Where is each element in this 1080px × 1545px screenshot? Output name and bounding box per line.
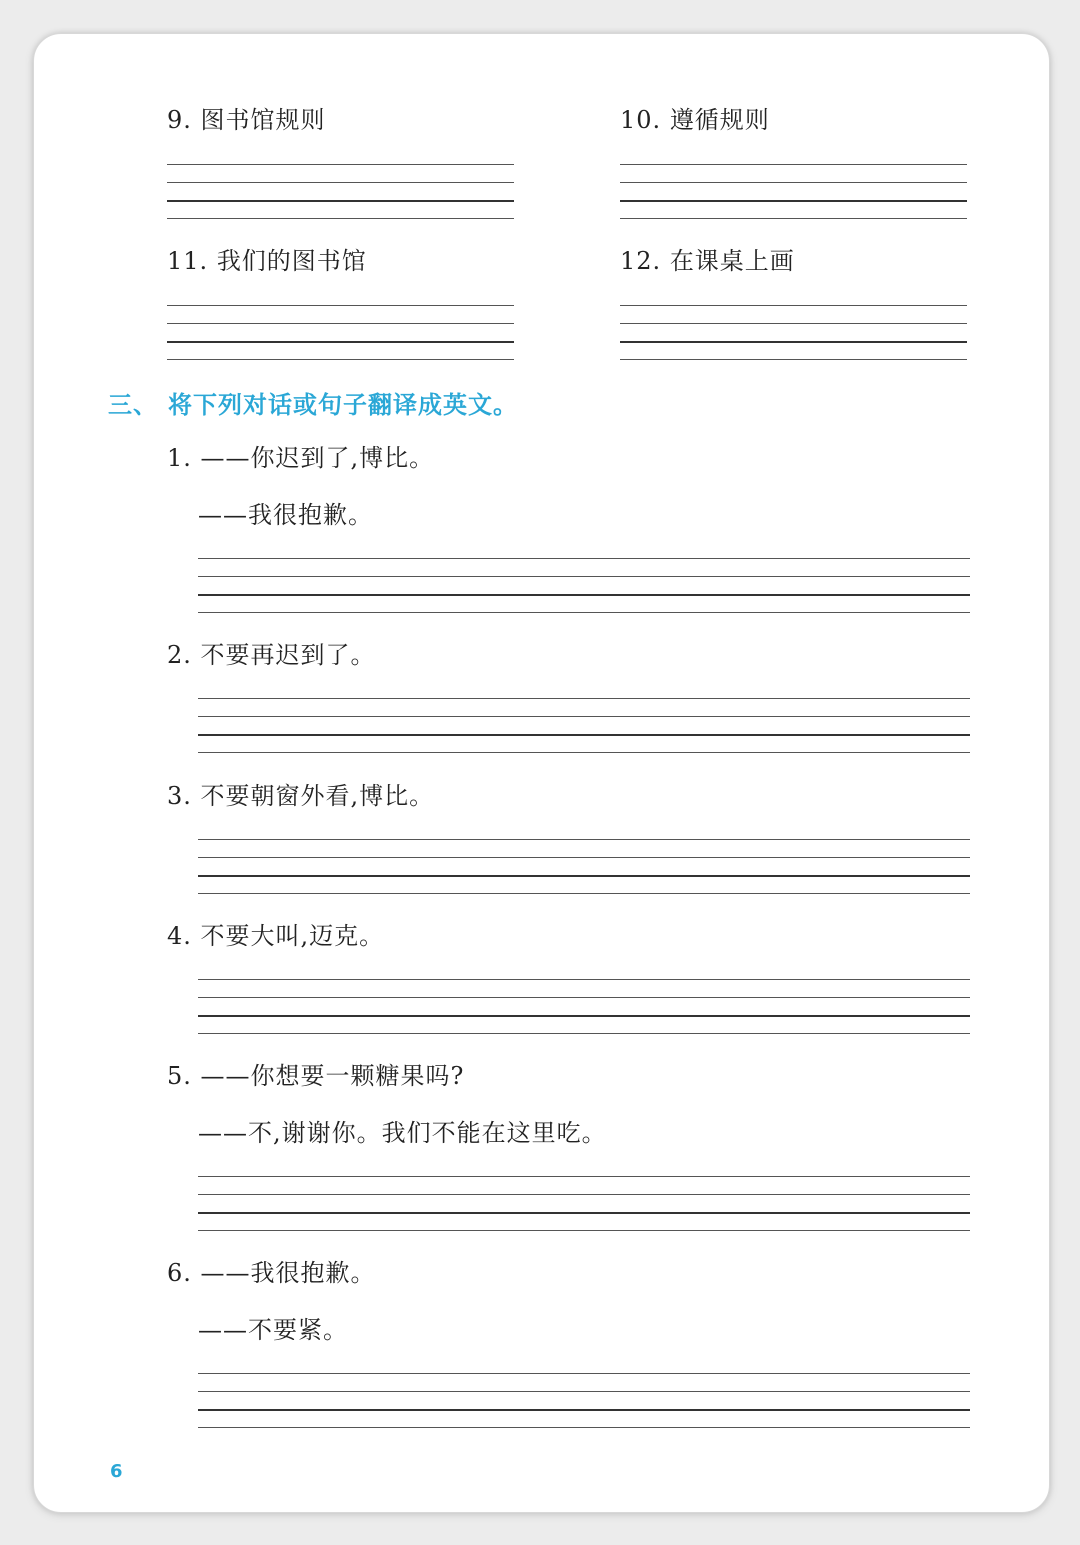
question-1-reply [198,501,373,529]
question-number: 2. [167,641,192,669]
answer-lines[interactable] [167,305,514,361]
phrase-item-11 [167,247,367,275]
question-line: 不要再迟到了。 [200,641,376,669]
answer-lines[interactable] [198,558,970,614]
question-1 [167,444,434,472]
phrase-number: 12. [620,247,662,275]
question-number: 4. [167,922,192,950]
phrase-item-10 [620,106,770,134]
answer-lines[interactable] [620,164,967,220]
question-3 [167,782,434,810]
question-5 [167,1062,464,1090]
section-number: 三、 [108,391,158,419]
question-number: 3. [167,782,192,810]
phrase-item-12 [620,247,795,275]
question-6 [167,1259,376,1287]
phrase-number: 11. [167,247,209,275]
section-title-text: 将下列对话或句子翻译成英文。 [168,391,518,419]
question-line: ——不,谢谢你。我们不能在这里吃。 [198,1119,607,1147]
phrase-text: 我们的图书馆 [216,247,367,275]
question-line: ——你想要一颗糖果吗? [200,1062,465,1090]
answer-lines[interactable] [198,839,970,895]
question-5-reply [198,1119,607,1147]
answer-lines[interactable] [198,979,970,1035]
question-line: 不要大叫,迈克。 [200,922,385,950]
question-number: 1. [167,444,192,472]
phrase-number: 9. [167,106,192,134]
answer-lines[interactable] [198,698,970,754]
question-number: 6. [167,1259,192,1287]
question-line: 不要朝窗外看,博比。 [200,782,435,810]
answer-lines[interactable] [620,305,967,361]
question-line: ——我很抱歉。 [200,1259,376,1287]
answer-lines[interactable] [167,164,514,220]
answer-lines[interactable] [198,1176,970,1232]
question-6-reply [198,1316,348,1344]
question-2 [167,641,376,669]
question-line: ——不要紧。 [198,1316,348,1344]
question-line: ——我很抱歉。 [198,501,373,529]
phrase-text: 遵循规则 [669,106,770,134]
answer-lines[interactable] [198,1373,970,1429]
page-number: 6 [110,1461,123,1482]
question-4 [167,922,384,950]
phrase-text: 图书馆规则 [200,106,326,134]
question-line: ——你迟到了,博比。 [200,444,435,472]
phrase-text: 在课桌上画 [669,247,795,275]
section-heading [108,385,518,420]
question-number: 5. [167,1062,192,1090]
phrase-number: 10. [620,106,662,134]
phrase-item-9 [167,106,326,134]
